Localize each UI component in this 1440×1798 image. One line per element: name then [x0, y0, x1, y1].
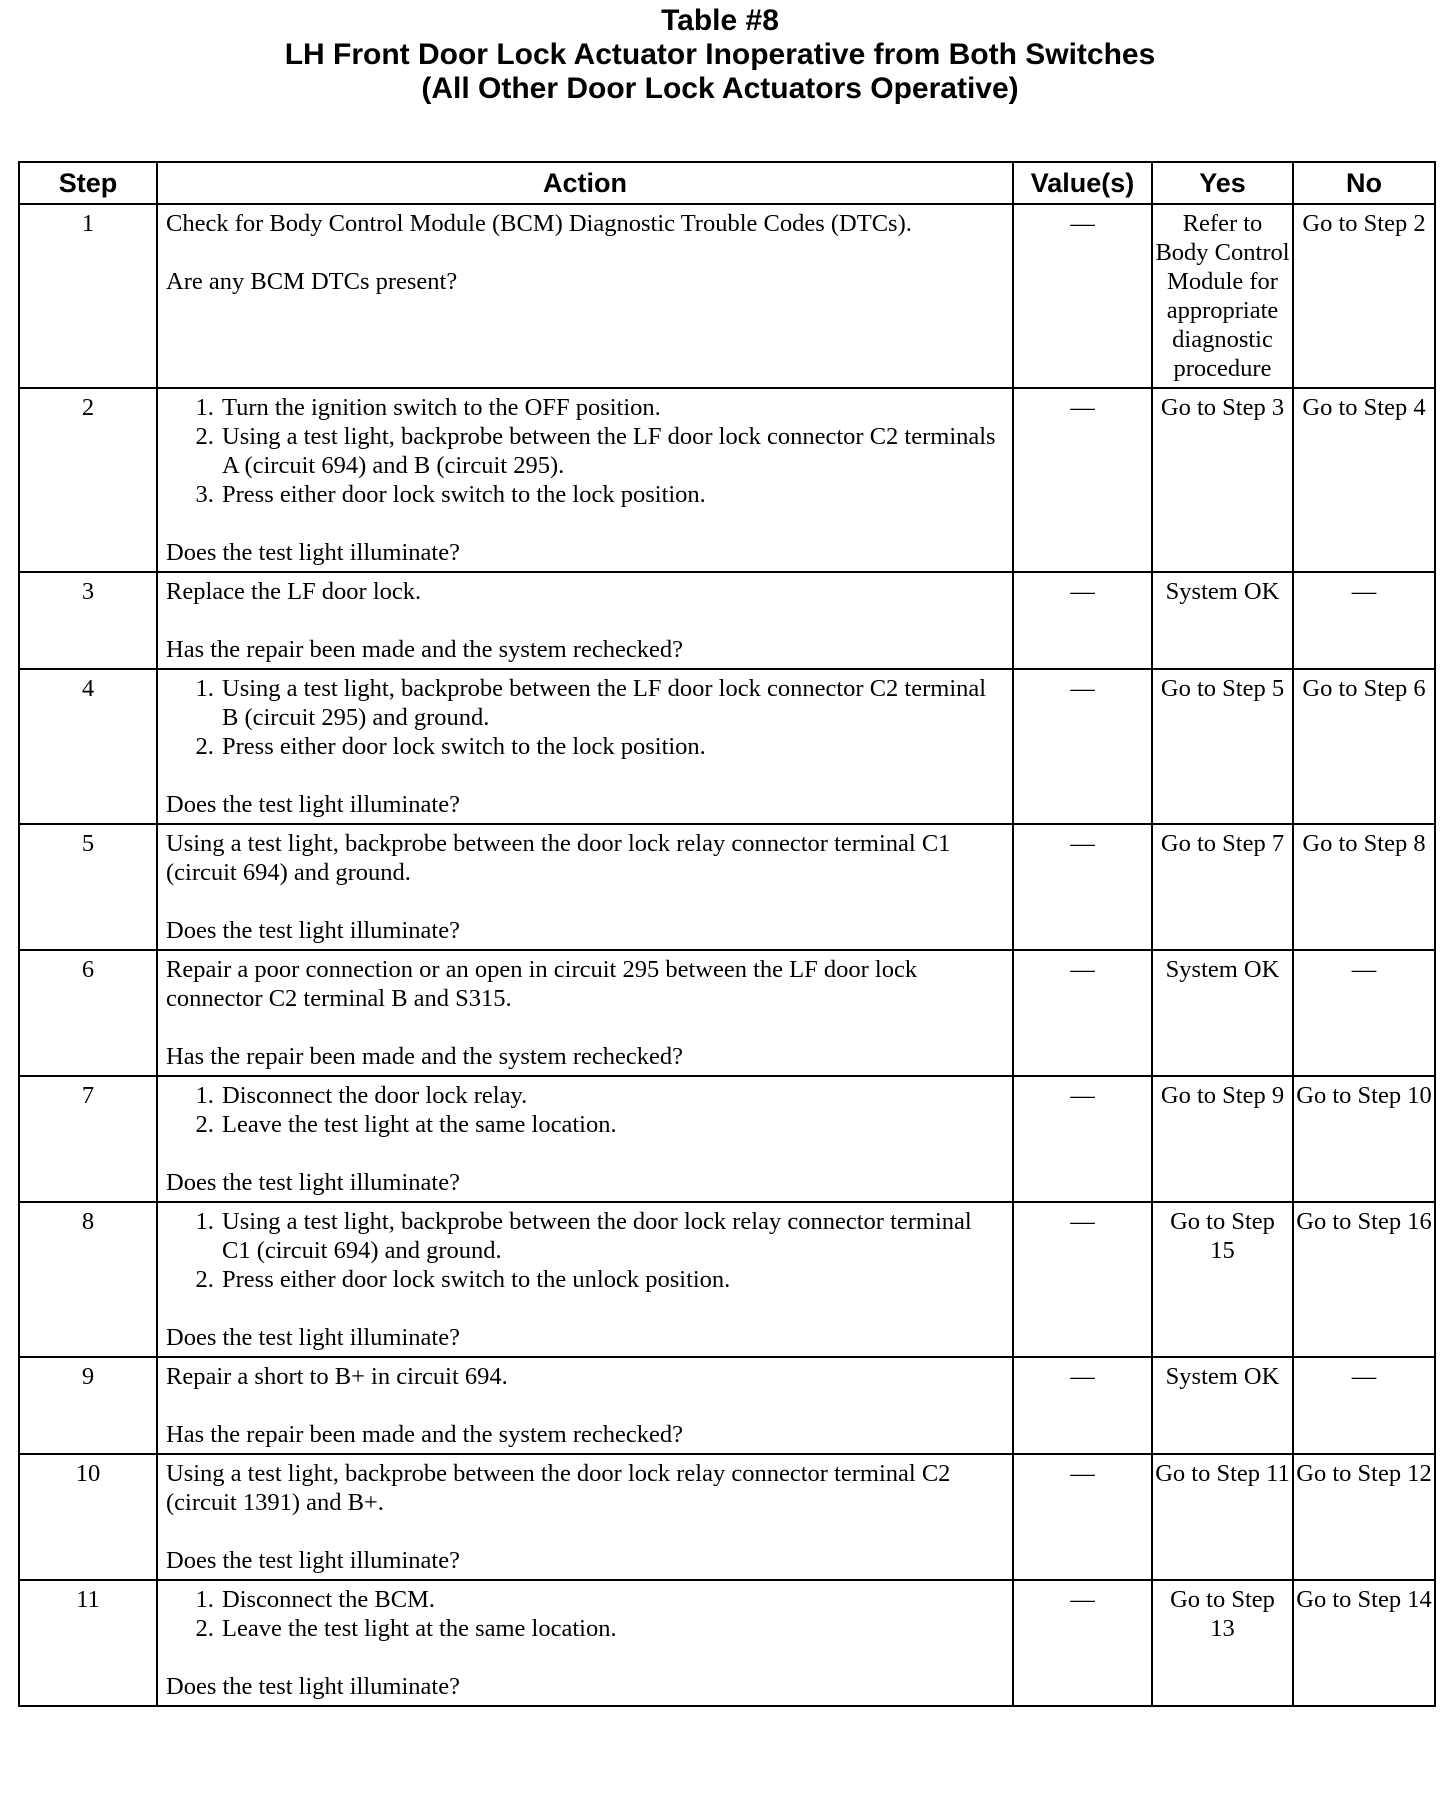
action-question: Has the repair been made and the system rechecked?: [166, 1421, 683, 1448]
table-row: [19, 669, 1435, 824]
value-cell: —: [1013, 669, 1152, 824]
value-cell: —: [1013, 204, 1152, 388]
yes-result: System OK: [1152, 950, 1293, 1076]
action-step-item: 2. Press either door lock switch to the lock position.: [220, 732, 1004, 761]
no-result: Go to Step 12: [1293, 1454, 1435, 1580]
no-result: —: [1293, 572, 1435, 669]
spacer: [166, 509, 1004, 538]
action-cell: [157, 572, 1013, 669]
value-cell: —: [1013, 950, 1152, 1076]
action-cell: [157, 388, 1013, 572]
table-row: [19, 1357, 1435, 1454]
table-row: [19, 388, 1435, 572]
table-row: [19, 1202, 1435, 1357]
action-text: Using a test light, backprobe between the door lock relay connector terminal C2 (circuit 1391) and B+.: [166, 1460, 951, 1516]
action-question: Does the test light illuminate?: [166, 791, 460, 818]
value-cell: —: [1013, 388, 1152, 572]
action-step-item: 1. Using a test light, backprobe between the LF door lock connector C2 terminal B (circuit 295) and ground.: [220, 674, 1004, 732]
step-number: 10: [19, 1454, 157, 1580]
action-steps-list: [166, 1585, 1004, 1643]
yes-result: System OK: [1152, 572, 1293, 669]
document-title: [0, 4, 1440, 106]
spacer: [166, 1391, 1004, 1420]
action-step-item: 2. Leave the test light at the same location.: [220, 1614, 1004, 1643]
action-cell: [157, 1202, 1013, 1357]
no-result: Go to Step 16: [1293, 1202, 1435, 1357]
yes-result: Go to Step 3: [1152, 388, 1293, 572]
value-cell: —: [1013, 1454, 1152, 1580]
no-result: Go to Step 10: [1293, 1076, 1435, 1202]
spacer: [166, 1294, 1004, 1323]
action-cell: [157, 1454, 1013, 1580]
action-step-item: 1. Disconnect the door lock relay.: [220, 1081, 1004, 1110]
header-action: Action: [157, 162, 1013, 204]
step-number: 7: [19, 1076, 157, 1202]
spacer: [166, 761, 1004, 790]
action-text: Repair a short to B+ in circuit 694.: [166, 1363, 508, 1390]
table-heading: LH Front Door Lock Actuator Inoperative from Both Switches: [284, 38, 1156, 71]
table-row: [19, 824, 1435, 950]
action-cell: [157, 669, 1013, 824]
table-body: [19, 204, 1435, 1706]
action-question: Does the test light illuminate?: [166, 1547, 460, 1574]
step-number: 5: [19, 824, 157, 950]
spacer: [166, 238, 1004, 267]
yes-result: Go to Step 5: [1152, 669, 1293, 824]
yes-result: Go to Step 7: [1152, 824, 1293, 950]
yes-result: System OK: [1152, 1357, 1293, 1454]
action-cell: [157, 1357, 1013, 1454]
spacer: [166, 887, 1004, 916]
yes-result: Go to Step 11: [1152, 1454, 1293, 1580]
header-values: Value(s): [1013, 162, 1152, 204]
table-row: [19, 1580, 1435, 1706]
value-cell: —: [1013, 1202, 1152, 1357]
no-result: Go to Step 6: [1293, 669, 1435, 824]
table-row: [19, 1454, 1435, 1580]
value-cell: —: [1013, 1076, 1152, 1202]
yes-result: Go to Step 9: [1152, 1076, 1293, 1202]
step-number: 9: [19, 1357, 157, 1454]
action-question: Has the repair been made and the system rechecked?: [166, 636, 683, 663]
no-result: —: [1293, 950, 1435, 1076]
spacer: [166, 1013, 1004, 1042]
step-number: 6: [19, 950, 157, 1076]
action-step-item: 2. Leave the test light at the same location.: [220, 1110, 1004, 1139]
table-row: [19, 950, 1435, 1076]
header-step: Step: [19, 162, 157, 204]
value-cell: —: [1013, 1357, 1152, 1454]
header-row: [19, 162, 1435, 204]
action-step-item: 3. Press either door lock switch to the lock position.: [220, 480, 1004, 509]
spacer: [166, 1643, 1004, 1672]
table-number: Table #8: [661, 4, 779, 37]
header-yes: Yes: [1152, 162, 1293, 204]
action-text: Repair a poor connection or an open in circuit 295 between the LF door lock connector C2 terminal B and S315.: [166, 956, 918, 1012]
step-number: 1: [19, 204, 157, 388]
action-question: Does the test light illuminate?: [166, 539, 460, 566]
action-steps-list: [166, 1207, 1004, 1294]
step-number: 2: [19, 388, 157, 572]
action-cell: [157, 204, 1013, 388]
diagnostic-table: [18, 161, 1436, 1707]
table-row: [19, 1076, 1435, 1202]
value-cell: —: [1013, 824, 1152, 950]
action-steps-list: [166, 1081, 1004, 1139]
spacer: [166, 606, 1004, 635]
action-cell: [157, 824, 1013, 950]
action-steps-list: [166, 393, 1004, 509]
action-steps-list: [166, 674, 1004, 761]
action-cell: [157, 1580, 1013, 1706]
no-result: —: [1293, 1357, 1435, 1454]
step-number: 3: [19, 572, 157, 669]
action-step-item: 1. Disconnect the BCM.: [220, 1585, 1004, 1614]
spacer: [166, 1139, 1004, 1168]
no-result: Go to Step 14: [1293, 1580, 1435, 1706]
table-row: [19, 204, 1435, 388]
step-number: 11: [19, 1580, 157, 1706]
yes-result: Go to Step 15: [1152, 1202, 1293, 1357]
table-subheading: (All Other Door Lock Actuators Operative): [421, 72, 1019, 105]
action-text: Replace the LF door lock.: [166, 578, 422, 605]
action-step-item: 1. Using a test light, backprobe between the door lock relay connector terminal C1 (circuit 694) and ground.: [220, 1207, 1004, 1265]
header-no: No: [1293, 162, 1435, 204]
no-result: Go to Step 8: [1293, 824, 1435, 950]
action-step-item: 1. Turn the ignition switch to the OFF position.: [220, 393, 1004, 422]
action-question: Does the test light illuminate?: [166, 1169, 460, 1196]
action-question: Are any BCM DTCs present?: [166, 268, 458, 295]
action-question: Has the repair been made and the system rechecked?: [166, 1043, 683, 1070]
no-result: Go to Step 4: [1293, 388, 1435, 572]
yes-result: Refer to Body Control Module for appropriate diagnostic procedure: [1152, 204, 1293, 388]
action-step-item: 2. Using a test light, backprobe between the LF door lock connector C2 terminals A (circuit 694) and B (circuit 295).: [220, 422, 1004, 480]
action-question: Does the test light illuminate?: [166, 1324, 460, 1351]
value-cell: —: [1013, 1580, 1152, 1706]
spacer: [166, 1517, 1004, 1546]
action-cell: [157, 950, 1013, 1076]
action-question: Does the test light illuminate?: [166, 917, 460, 944]
action-cell: [157, 1076, 1013, 1202]
step-number: 8: [19, 1202, 157, 1357]
no-result: Go to Step 2: [1293, 204, 1435, 388]
yes-result: Go to Step 13: [1152, 1580, 1293, 1706]
step-number: 4: [19, 669, 157, 824]
action-text: Using a test light, backprobe between the door lock relay connector terminal C1 (circuit 694) and ground.: [166, 830, 951, 886]
action-question: Does the test light illuminate?: [166, 1673, 460, 1700]
action-step-item: 2. Press either door lock switch to the unlock position.: [220, 1265, 1004, 1294]
action-text: Check for Body Control Module (BCM) Diagnostic Trouble Codes (DTCs).: [166, 210, 912, 237]
table-row: [19, 572, 1435, 669]
value-cell: —: [1013, 572, 1152, 669]
